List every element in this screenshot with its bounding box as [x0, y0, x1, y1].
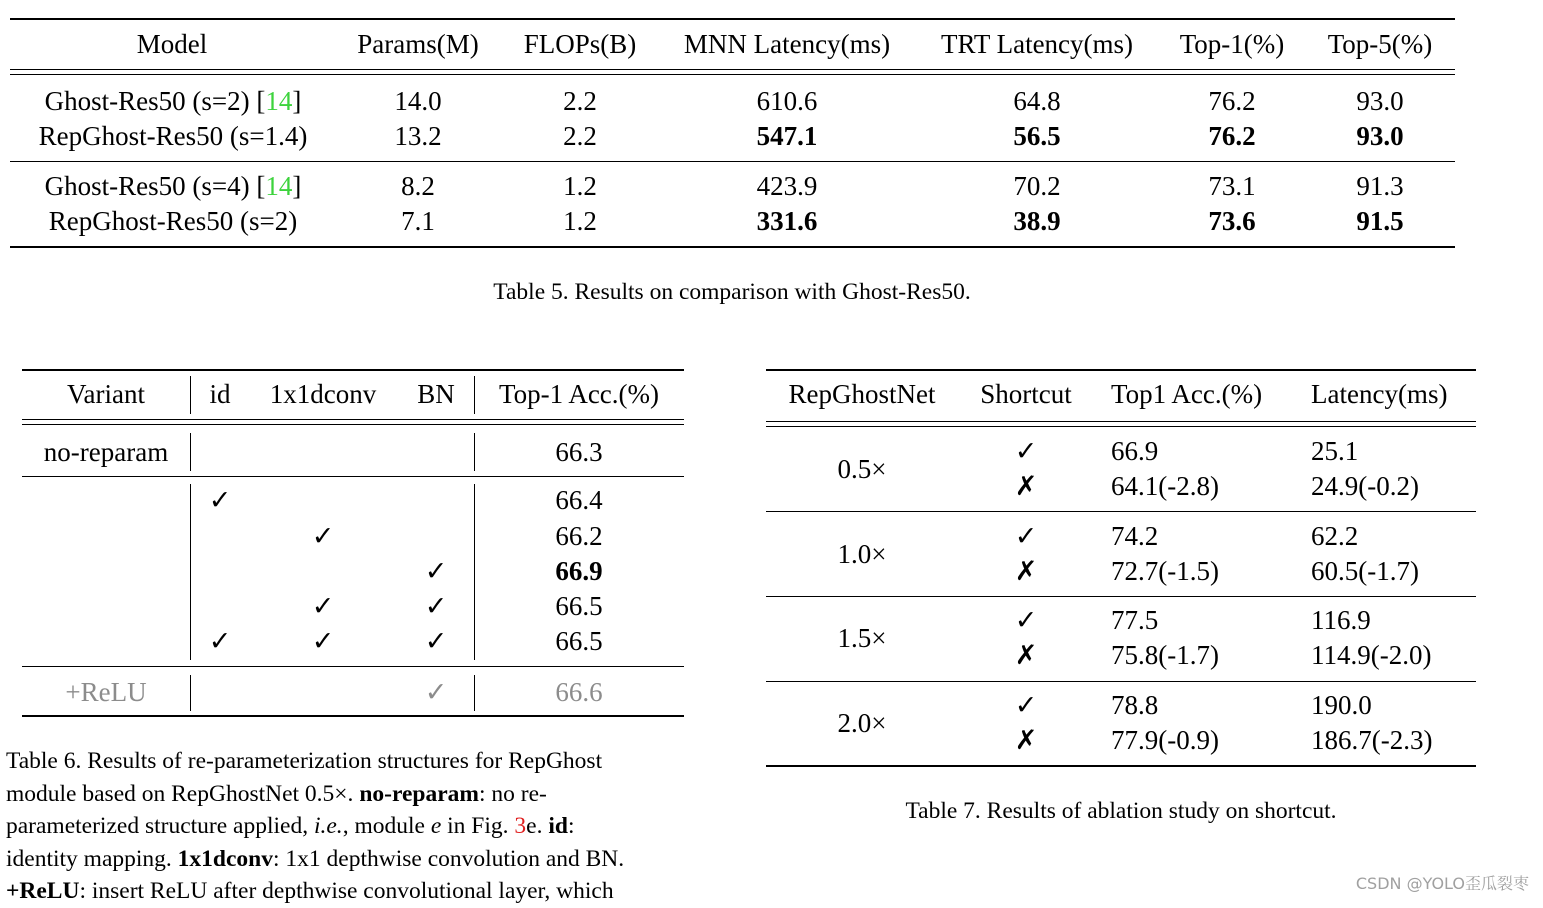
- table7-group2-width: 1.0×: [837, 539, 887, 569]
- table5-header-top5: Top-5(%): [1327, 29, 1433, 59]
- table6-relu-acc: 66.6: [555, 677, 603, 707]
- table5-row2-mnn: 547.1: [756, 121, 818, 151]
- table6-header-id: id: [209, 379, 231, 409]
- table6-mid-rule-1: [22, 476, 684, 477]
- table7-group2-lat-on: 62.2: [1311, 521, 1359, 551]
- table5-header-mnn: MNN Latency(ms): [683, 29, 891, 59]
- table6-mid-rule-2: [22, 666, 684, 667]
- table7-group1-lat-off: 24.9(-0.2): [1311, 471, 1419, 501]
- table7-rule-3: [766, 681, 1476, 682]
- table5-row4-params: 7.1: [401, 206, 435, 236]
- table6-caption-line-5: +ReLU: insert ReLU after depthwise convolutional layer, which: [6, 878, 614, 904]
- table6-header-rule-2: [22, 424, 684, 425]
- table5-row2-top5: 93.0: [1356, 121, 1404, 151]
- table6-noreparam-acc: 66.3: [555, 437, 603, 467]
- table7-group4-width: 2.0×: [837, 708, 887, 738]
- table6-row5-id-check: ✓: [208, 626, 232, 656]
- table6-row5-bn-check: ✓: [424, 626, 448, 656]
- table5-header-flops: FLOPs(B): [523, 29, 637, 59]
- table7-top-rule: [766, 369, 1476, 371]
- table7-group4-cross: ✗: [1014, 725, 1038, 755]
- table6-header-variant: Variant: [67, 379, 145, 409]
- table7-group2-lat-off: 60.5(-1.7): [1311, 556, 1419, 586]
- table7-group1-acc-off: 64.1(-2.8): [1111, 471, 1219, 501]
- table7-group3-lat-off: 114.9(-2.0): [1311, 640, 1432, 670]
- table7-header-rule-1: [766, 421, 1476, 422]
- table5-header-model: Model: [136, 29, 208, 59]
- table5-row2-trt: 56.5: [1013, 121, 1061, 151]
- table5-row3-trt: 70.2: [1013, 171, 1061, 201]
- citation-link[interactable]: 14: [265, 86, 293, 116]
- table7-rule-1: [766, 511, 1476, 512]
- table5-header-top1: Top-1(%): [1179, 29, 1285, 59]
- table7-header-latency: Latency(ms): [1311, 379, 1448, 409]
- table6-body-vline-2: [474, 484, 475, 660]
- table6-top-rule: [22, 369, 684, 371]
- table7-group4-acc-on: 78.8: [1111, 690, 1159, 720]
- table7-group2-acc-off: 72.7(-1.5): [1111, 556, 1219, 586]
- table6-row5-1x1dconv-check: ✓: [311, 626, 335, 656]
- table7-header-repghostnet: RepGhostNet: [788, 379, 936, 409]
- table6-noreparam-vline-2: [474, 433, 475, 471]
- table5-row3-top1: 73.1: [1208, 171, 1256, 201]
- table6-bottom-rule: [22, 715, 684, 717]
- table6-relu-vline-1: [190, 675, 191, 711]
- table6-caption-line-3: parameterized structure applied, i.e., module e in Fig. 3e. id:: [6, 813, 575, 839]
- table7-group4-check: ✓: [1014, 690, 1038, 720]
- table7-caption: Table 7. Results of ablation study on shortcut.: [905, 798, 1337, 824]
- table7-bottom-rule: [766, 765, 1476, 767]
- table5-bottom-rule: [10, 246, 1455, 248]
- table7-group3-acc-on: 77.5: [1111, 605, 1159, 635]
- table6-relu-label: +ReLU: [65, 677, 147, 707]
- table7-group3-check: ✓: [1014, 605, 1038, 635]
- table7-group3-width: 1.5×: [837, 623, 887, 653]
- figure-link[interactable]: 3: [514, 813, 527, 839]
- table5-row1-params: 14.0: [394, 86, 442, 116]
- table5-header-rule-1: [10, 69, 1455, 70]
- table5-row4-top5: 91.5: [1356, 206, 1404, 236]
- table6-row5-acc: 66.5: [555, 626, 603, 656]
- table5-row3-params: 8.2: [401, 171, 435, 201]
- table6-header-1x1dconv: 1x1dconv: [269, 379, 377, 409]
- table7-group1-lat-on: 25.1: [1311, 436, 1359, 466]
- table5-row2-params: 13.2: [394, 121, 442, 151]
- table7-group4-acc-off: 77.9(-0.9): [1111, 725, 1219, 755]
- table6-caption-line-4: identity mapping. 1x1dconv: 1x1 depthwise convolution and BN.: [6, 845, 625, 872]
- table5-row4-top1: 73.6: [1208, 206, 1256, 236]
- table6-header-vline-2: [474, 376, 475, 414]
- table7-header-acc: Top1 Acc.(%): [1111, 379, 1263, 409]
- table5-row2-top1: 76.2: [1208, 121, 1256, 151]
- table6-caption: [6, 745, 699, 908]
- table5-row4-flops: 1.2: [563, 206, 597, 236]
- table6-row1-id-check: ✓: [208, 485, 232, 515]
- table5-row2-flops: 2.2: [563, 121, 597, 151]
- table6-row4-bn-check: ✓: [424, 591, 448, 621]
- table5-row1-model: Ghost-Res50 (s=2) [14]: [44, 86, 302, 116]
- table5-row1-top5: 93.0: [1356, 86, 1404, 116]
- table6-noreparam-label: no-reparam: [43, 437, 169, 467]
- table7-group3-acc-off: 75.8(-1.7): [1111, 640, 1219, 670]
- table5-caption: Table 5. Results on comparison with Ghost-Res50.: [493, 279, 971, 305]
- table7-group1-width: 0.5×: [837, 454, 887, 484]
- table7-group4-lat-on: 190.0: [1311, 690, 1372, 720]
- table5-header-rule-2: [10, 74, 1455, 75]
- table5-row1-top1: 76.2: [1208, 86, 1256, 116]
- table6-header-bn: BN: [417, 379, 455, 409]
- table7-header-shortcut: Shortcut: [980, 379, 1072, 409]
- table5-row4-model: RepGhost-Res50 (s=2): [48, 206, 298, 236]
- table5-row3-top5: 91.3: [1356, 171, 1404, 201]
- table5-row3-flops: 1.2: [563, 171, 597, 201]
- watermark: CSDN @YOLO歪瓜裂枣: [1355, 874, 1529, 893]
- table6-caption-line-1: Table 6. Results of re-parameterization structures for RepGhost: [6, 748, 603, 774]
- table7-group4-lat-off: 186.7(-2.3): [1311, 725, 1433, 755]
- table5-row3-model: Ghost-Res50 (s=4) [14]: [44, 171, 302, 201]
- table5-row2-model: RepGhost-Res50 (s=1.4): [38, 121, 308, 151]
- table5-header-trt: TRT Latency(ms): [940, 29, 1134, 59]
- table6-header-vline-1: [190, 376, 191, 414]
- table5-row1-trt: 64.8: [1013, 86, 1061, 116]
- table7-rule-2: [766, 596, 1476, 597]
- table6-relu-vline-2: [474, 675, 475, 711]
- table6-header-top1: Top-1 Acc.(%): [498, 379, 660, 409]
- table6-row2-acc: 66.2: [555, 521, 603, 551]
- table7-header-rule-2: [766, 426, 1476, 427]
- table5-row4-mnn: 331.6: [756, 206, 818, 236]
- table7-group1-cross: ✗: [1014, 471, 1038, 501]
- table7-group2-acc-on: 74.2: [1111, 521, 1159, 551]
- table7-group3-cross: ✗: [1014, 640, 1038, 670]
- table5-row3-mnn: 423.9: [756, 171, 818, 201]
- table6-noreparam-vline-1: [190, 433, 191, 471]
- table5-top-rule: [10, 18, 1455, 20]
- table7-group2-check: ✓: [1014, 521, 1038, 551]
- table5-row1-mnn: 610.6: [756, 86, 818, 116]
- table7-group1-check: ✓: [1014, 436, 1038, 466]
- table7-group2-cross: ✗: [1014, 556, 1038, 586]
- table5-row4-trt: 38.9: [1013, 206, 1061, 236]
- table6-caption-line-2: module based on RepGhostNet 0.5×. no-reparam: no re-: [6, 780, 547, 807]
- table6-row1-acc: 66.4: [555, 485, 603, 515]
- table7-group3-lat-on: 116.9: [1311, 605, 1371, 635]
- table6-header-rule-1: [22, 419, 684, 420]
- table6-row4-1x1dconv-check: ✓: [311, 591, 335, 621]
- table6-row3-acc: 66.9: [555, 556, 603, 586]
- table5-header-params: Params(M): [357, 29, 479, 59]
- table6-relu-bn-check: ✓: [424, 677, 448, 707]
- table7-group1-acc-on: 66.9: [1111, 436, 1159, 466]
- table6-row4-acc: 66.5: [555, 591, 603, 621]
- table6-row2-1x1dconv-check: ✓: [311, 521, 335, 551]
- table6-body-vline-1: [190, 484, 191, 660]
- citation-link[interactable]: 14: [265, 171, 293, 201]
- table6-row3-bn-check: ✓: [424, 556, 448, 586]
- table5-row1-flops: 2.2: [563, 86, 597, 116]
- table5-mid-rule: [10, 161, 1455, 162]
